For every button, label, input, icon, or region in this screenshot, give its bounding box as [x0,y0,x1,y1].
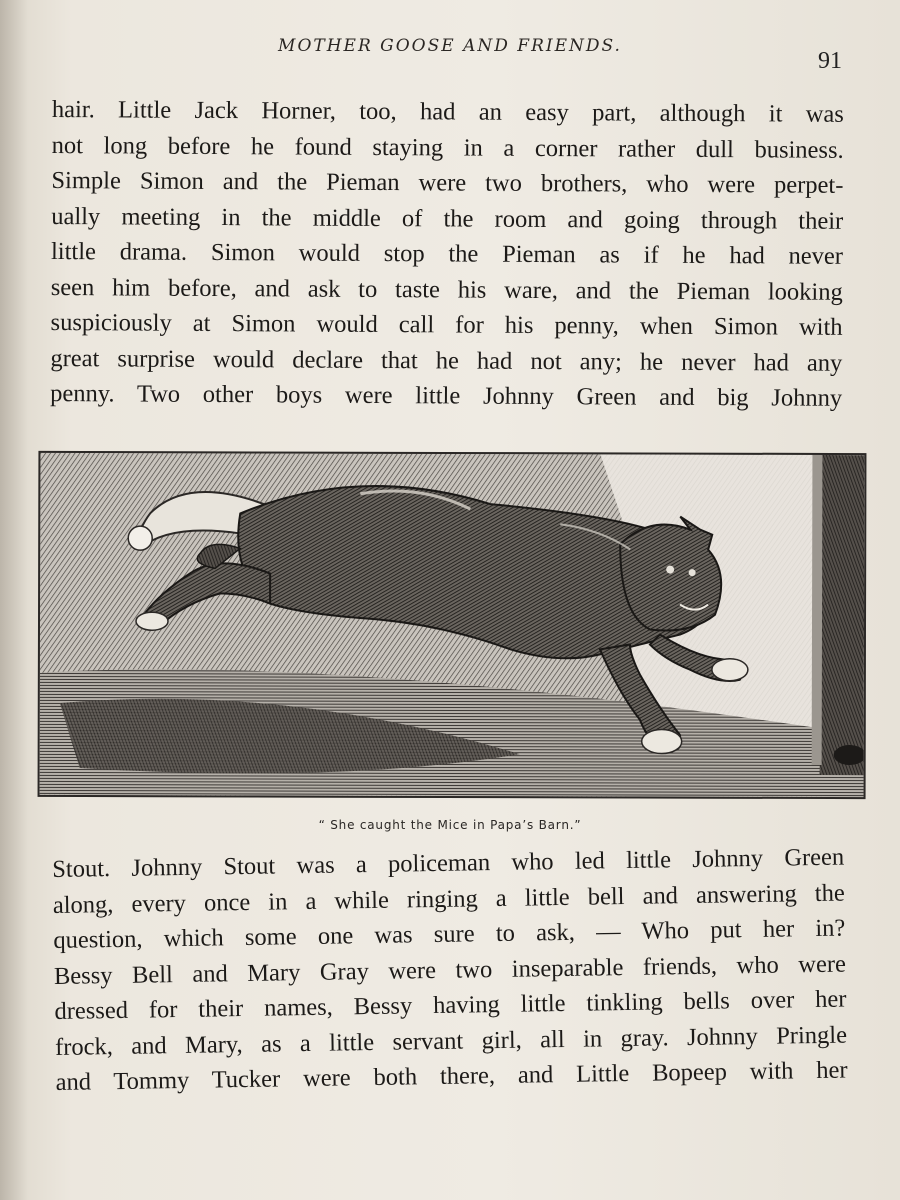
page-number: 91 [818,48,842,74]
text-line: penny. Two other boys were little Johnny Green and big Johnny [50,379,843,412]
text-line: not long before he found staying in a corner rather dull business. [51,131,844,164]
text-line: hair. Little Jack Horner, too, had an easy part, although it was [51,95,844,128]
text-line: little drama. Simon would stop the Pieman as if he had never [50,237,844,270]
page-gutter-shadow [0,0,28,1200]
text-line: seen him before, and ask to taste his ware, and the Pieman looking [50,273,843,306]
text-line: Simple Simon and the Pieman were two brothers, who were perpet- [51,166,844,199]
text-line: and Tommy Tucker were both there, and Little Bopeep with her [55,1056,848,1096]
text-line: great surprise would declare that he had not any; he never had any [50,344,843,377]
text-line: question, which some one was sure to ask, — Who put her in? [53,914,846,954]
text-line: ually meeting in the middle of the room and going through their [51,202,844,235]
text-line: frock, and Mary, as a little servant girl, all in gray. Johnny Pringle [54,1021,848,1061]
paragraph-bottom [52,840,848,1101]
text-line: dressed for their names, Bessy having little tinkling bells over her [54,985,847,1025]
text-line: suspiciously at Simon would call for his penny, when Simon with [50,308,843,341]
text-line: along, every once in a while ringing a little bell and answering the [52,879,845,919]
cat-engraving-image [40,453,865,797]
text-line: Bessy Bell and Mary Gray were two inseparable friends, who were [53,950,847,990]
cat-engraving-illustration [38,451,867,799]
text-line: Stout. Johnny Stout was a policeman who led little Johnny Green [52,843,845,883]
illustration-caption: “ She caught the Mice in Papa’s Barn.” [318,818,582,832]
paragraph-top [50,92,844,416]
running-title: MOTHER GOOSE AND FRIENDS. [278,36,622,56]
